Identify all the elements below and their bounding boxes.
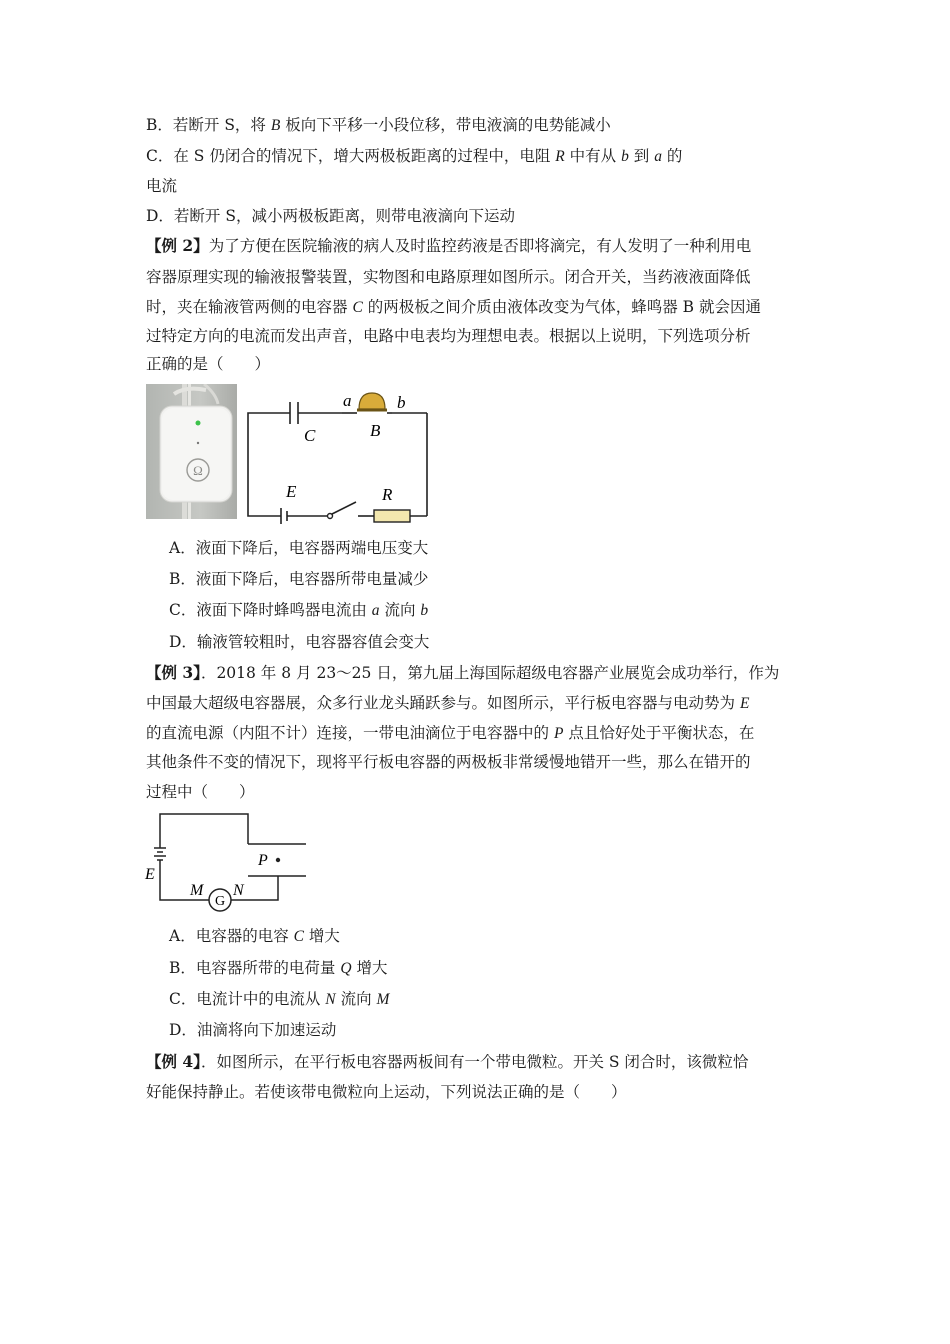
- ex2-line-3: [146, 296, 761, 319]
- var: B: [270, 117, 281, 134]
- label-m: M: [190, 882, 204, 899]
- label-g: G: [214, 894, 226, 909]
- resistor-r: [374, 510, 410, 522]
- var: P: [553, 725, 564, 742]
- var: b: [420, 602, 429, 619]
- var: a: [654, 148, 662, 165]
- ex3-line-2: [146, 692, 749, 715]
- q1-option-c-cont: 电流: [146, 177, 178, 195]
- label-b: b: [397, 393, 406, 412]
- text: 的直流电源（内阻不计）连接，一带电油滴位于电容器中的: [146, 724, 554, 742]
- ex3-option-b: [169, 957, 387, 980]
- ex3-line-5: 过程中（ ）: [146, 783, 255, 801]
- ex3-line-4: 其他条件不变的情况下，现将平行板电容器的两极板非常缓慢地错开一些，那么在错开的: [146, 753, 751, 771]
- text: 的两极板之间介质由液体改变为气体，蜂鸣器 B 就会因通: [362, 298, 761, 316]
- text: ．2018 年 8 月 23～25 日，第九届上海国际超级电容器产业展览会成功举行，作为: [200, 664, 780, 682]
- text: 流向: [335, 990, 377, 1008]
- q1-option-b: [146, 114, 611, 137]
- text: 中有从: [564, 147, 622, 165]
- ex2-line-2: 容器原理实现的输液报警装置，实物图和电路原理如图所示。闭合开关，当药液液面降低: [146, 268, 751, 286]
- q1-option-d: D．若断开 S，减小两极板距离，则带电液滴向下运动: [146, 207, 515, 225]
- ex2-circuit-diagram: [240, 384, 440, 524]
- ex3-line-1: [146, 662, 779, 684]
- text: C．电流计中的电流从: [169, 990, 326, 1008]
- ex2-line-5: 正确的是（ ）: [146, 355, 271, 373]
- text: 为了方便在医院输液的病人及时监控药液是否即将滴完，有人发明了一种利用电: [208, 237, 752, 255]
- ex2-option-c: [169, 599, 428, 622]
- device-photo: [146, 384, 237, 519]
- ex2-line-1: [146, 235, 751, 257]
- var: a: [371, 602, 380, 619]
- ex2-option-d: D．输液管较粗时，电容器容值会变大: [169, 633, 430, 651]
- ex2-option-a: A．液面下降后，电容器两端电压变大: [169, 539, 429, 557]
- var: N: [325, 991, 336, 1008]
- label-p: P: [258, 852, 268, 869]
- text: 板向下平移一小段位移，带电液滴的电势能减小: [280, 116, 611, 134]
- ex4-tag: 【例 4】: [146, 1052, 201, 1071]
- ex4-line-1: [146, 1051, 748, 1073]
- var: C: [293, 928, 304, 945]
- text: B．若断开 S，将: [146, 116, 271, 134]
- switch-contact: [328, 514, 333, 519]
- text: 增大: [351, 959, 388, 977]
- var: R: [555, 148, 565, 165]
- text: C．在 S 仍闭合的情况下，增大两极板距离的过程中，电阻: [146, 147, 556, 165]
- var: Q: [340, 960, 352, 977]
- var: M: [376, 991, 390, 1008]
- label-buzzer: B: [370, 421, 381, 440]
- var: b: [621, 148, 629, 165]
- ex2-line-4: 过特定方向的电流而发出声音，电路中电表均为理想电表。根据以上说明，下列选项分析: [146, 327, 751, 345]
- ex4-line-2: 好能保持静止。若使该带电微粒向上运动，下列说法正确的是（ ）: [146, 1083, 627, 1101]
- ex3-option-c: [169, 988, 389, 1011]
- ex3-option-a: [169, 925, 340, 948]
- ex3-tag: 【例 3】: [146, 663, 201, 682]
- ex3-line-3: [146, 722, 754, 745]
- label-c: C: [304, 426, 316, 445]
- q1-option-c: [146, 145, 682, 168]
- label-e: E: [286, 482, 297, 501]
- text: 流向: [379, 601, 421, 619]
- ex2-tag: 【例 2】: [146, 236, 209, 255]
- var: C: [352, 299, 363, 316]
- text: 的: [661, 147, 683, 165]
- ex2-option-b: B．液面下降后，电容器所带电量减少: [169, 570, 429, 588]
- oil-drop-p: [276, 858, 280, 862]
- label-r: R: [382, 485, 393, 504]
- text: B．电容器所带的电荷量: [169, 959, 341, 977]
- ex3-option-d: D．油滴将向下加速运动: [169, 1021, 337, 1039]
- text: 中国最大超级电容器展，众多行业龙头踊跃参与。如图所示，平行板电容器与电动势为: [146, 694, 740, 712]
- text: 点且恰好处于平衡状态，在: [563, 724, 755, 742]
- label-e: E: [145, 866, 155, 883]
- text: ．如图所示，在平行板电容器两板间有一个带电微粒。开关 S 闭合时，该微粒恰: [200, 1053, 749, 1071]
- label-a: a: [343, 391, 352, 410]
- text: A．电容器的电容: [169, 927, 294, 945]
- text: C．液面下降时蜂鸣器电流由: [169, 601, 372, 619]
- var: E: [739, 695, 750, 712]
- ex3-circuit-diagram: [140, 812, 310, 920]
- text: 增大: [303, 927, 340, 945]
- label-n: N: [233, 882, 244, 899]
- text: 时，夹在输液管两侧的电容器: [146, 298, 353, 316]
- text: 到: [628, 147, 655, 165]
- svg-text:Ω: Ω: [193, 463, 203, 478]
